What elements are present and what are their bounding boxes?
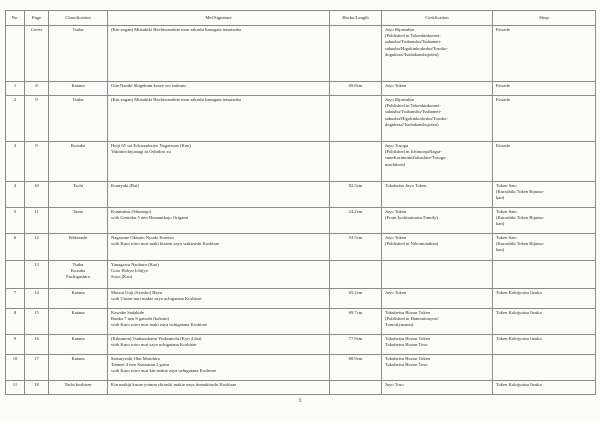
table-row [6,335,596,355]
cell-page: 9 [25,96,49,142]
cell-shop: Token Kobijyutsu Iizuka [493,335,596,355]
cell-length: 69.7cm [330,309,382,335]
cell-length [330,261,382,289]
cell-page: 18 [25,381,49,395]
cell-no: 6 [6,234,25,261]
cell-page: 9 [25,142,49,182]
cell-classification: Tachi [49,182,108,208]
cell-classification: Katana [49,82,108,96]
cell-certification: Tokubetsu Hozon Token Tokubetsu Hozon Toso [382,335,493,355]
cell-certification: Juyo Tosogu (Published in IchimonjaNagat- suneKorimonoZukushite/Tosogu- machibori) [382,142,493,182]
table-header-row [6,11,596,26]
cell-certification: Tokubetsu Hozon Token Tokubetsu Hozon Toso [382,355,493,381]
cell-mei: (Kin zogan) Mitsuhiki Hachiwarabite mon sakashi hanagata tetsutsuba [108,26,330,82]
cell-no: 8 [6,309,25,335]
cell-no: 7 [6,289,25,309]
cell-page: 16 [25,335,49,355]
cell-no: 11 [6,381,25,395]
cell-shop: Eiwado [493,26,596,82]
header-page: Page [25,11,49,26]
cell-no [6,261,25,289]
cell-certification: Juyo Toso [382,381,493,395]
table-body [6,26,596,395]
cell-mei: (Kikumon) Tsuhanokami Yoshimichi (Kyo 4 dai) with Kuro roiro nuri saya uchigatana Koshirae [108,335,330,355]
cell-mei: Kunimitsu (Shintogo) with Genroku 5 nen Honamikojo Origami [108,208,330,234]
cell-page: 8 [25,82,49,96]
cell-length [330,381,382,395]
cell-page: Cover [25,26,49,82]
cell-mei: Kawabe Sadahide Bunka 7 nen 8 gatsuhi (kokuin) with Kuro roiro nuri maki zaya uchigatana Koshirae [108,309,330,335]
cell-length: 53.5cm [330,234,382,261]
cell-length [330,96,382,142]
header-mei-signature: Mei/Signature [108,11,330,26]
header-length: Hacho/Length [330,11,382,26]
cell-no [6,26,25,82]
cell-classification: Tachi koshirae [49,381,108,395]
cell-no: 5 [6,208,25,234]
cell-shop: Eiwado [493,142,596,182]
cell-page: 10 [25,182,49,208]
cell-certification: Juyo Token [382,82,493,96]
cell-no: 4 [6,182,25,208]
cell-shop: Eiwado [493,82,596,96]
cell-classification: Wakizashi [49,234,108,261]
table-row [6,82,596,96]
cell-classification: Kozuka [49,142,108,182]
cell-classification: Katana [49,335,108,355]
cell-mei: Kuniyuki (Rai) [108,182,330,208]
cell-mei: Yanagawa Naoharu (Kao) Goto Hokyo Ichijyo Soyo (Kao) [108,261,330,289]
cell-page: 12 [25,234,49,261]
cell-page: 11 [25,208,49,234]
header-shop: Shop [493,11,596,26]
cell-shop: Token Sato (Kurashiki Token Bijutsu- kan) [493,234,596,261]
cell-certification [382,261,493,289]
cell-length: 82.5cm [330,182,382,208]
cell-classification: Tsuba [49,26,108,82]
cell-mei: Heiji 65 sai Echizenbaiyo Nagatsune (Kao) Yukitnochiyanagi ni Oshidori zu [108,142,330,182]
page-number: 1 [298,398,302,404]
table-row [6,182,596,208]
cell-length [330,26,382,82]
cell-mei: Kin nashiji kusae yuinon chirashi makie zaya itomakitachi Koshirae [108,381,330,395]
cell-length: 65.2cm [330,289,382,309]
table-row [6,309,596,335]
cell-page: 13 [25,261,49,289]
cell-classification: Katana [49,309,108,335]
cell-shop: Token Sato (Kurashiki Token Bijutsu- kan) [493,208,596,234]
cell-shop [493,261,596,289]
table-row [6,142,596,182]
cell-no: 9 [6,335,25,355]
cell-length [330,142,382,182]
header-no: No. [6,11,25,26]
cell-length: 69.8cm [330,82,382,96]
cell-shop [493,355,596,381]
cell-mei: (Kin zogan) Mitsuhiki Hachiwarabite mon sakashi hanagata tetsutsuba [108,96,330,142]
cell-shop: Token Kobijyutsu Iizuka [493,381,596,395]
table-row [6,355,596,381]
header-certification: Certification [382,11,493,26]
cell-classification: Tanto [49,208,108,234]
cell-page: 14 [25,289,49,309]
table-row [6,234,596,261]
cell-length: 24.2cm [330,208,382,234]
cell-length: 77.9cm [330,335,382,355]
cell-shop: Token Kobijyutsu Iizuka [493,309,596,335]
cell-no: 10 [6,355,25,381]
cell-no: 3 [6,142,25,182]
cell-length: 68.9cm [330,355,382,381]
table-row [6,26,596,82]
cell-certification: Juyo Token [382,289,493,309]
cell-no: 1 [6,82,25,96]
cell-page: 17 [25,355,49,381]
cell-mei: Nagasone Okisato Nyudo Kotetsu with Kuro roiro nuri maki kizami zaya wakizashi Koshirae [108,234,330,261]
cell-classification: Katana [49,289,108,309]
table-row [6,96,596,142]
cell-classification: Katana [49,355,108,381]
cell-page: 15 [25,309,49,335]
table-row [6,208,596,234]
cell-certification: Juyo Token (From Iyohisamatsu Family) [382,208,493,234]
cell-certification: Juyo Bijutsuhin (Published in Tokenkinkomei- sakushu/Tsubanshu/Tsubamei- sakushu/Higokinkodoshu/Tosoko- dogukeza/Tsubakanshojoten) [382,96,493,142]
cell-certification: Juyo Bijutsuhin (Published in Tokenkinkomei- sakushu/Tsubanshu/Tsubamei- sakushu/Higokinkodoshu/Tosoko- dogukeza/Tsubakanshojoten) [382,26,493,82]
table-row [6,381,596,395]
cell-certification: Juyo Token (Published in Nihontotaikan) [382,234,493,261]
cell-classification: Tsuba Kozuka Fuchigashira [49,261,108,289]
cell-mei: Oite Naniki Shigekuni koore wo tsukuru [108,82,330,96]
cell-certification: Tokubetsu Hozon Token (Published in Hamontonyosi/ Tomoriyusnon) [382,309,493,335]
header-classification: Classification [49,11,108,26]
cell-shop: Eiwado [493,96,596,142]
cell-classification: Tsuba [49,96,108,142]
cell-mei: Mutsui Uuji (Syusho) Hayu with Urumi nuri makie zaya uchigatana Koshirae [108,289,330,309]
catalog-table [5,10,596,395]
table-row [6,261,596,289]
cell-certification: Tokubetsu Juyo Token [382,182,493,208]
cell-shop: Token Kobijyutsu Iizuka [493,289,596,309]
cell-shop: Token Sato (Kurashiki Token Bijutsu- kan) [493,182,596,208]
table-row [6,289,596,309]
cell-mei: Satsuryoshi Oku Motohira Tenmei 4 nen Saruturan 2 gatsu with Kuro roiro nuri kin makie zaya uchigatana Koshirae [108,355,330,381]
cell-no: 2 [6,96,25,142]
